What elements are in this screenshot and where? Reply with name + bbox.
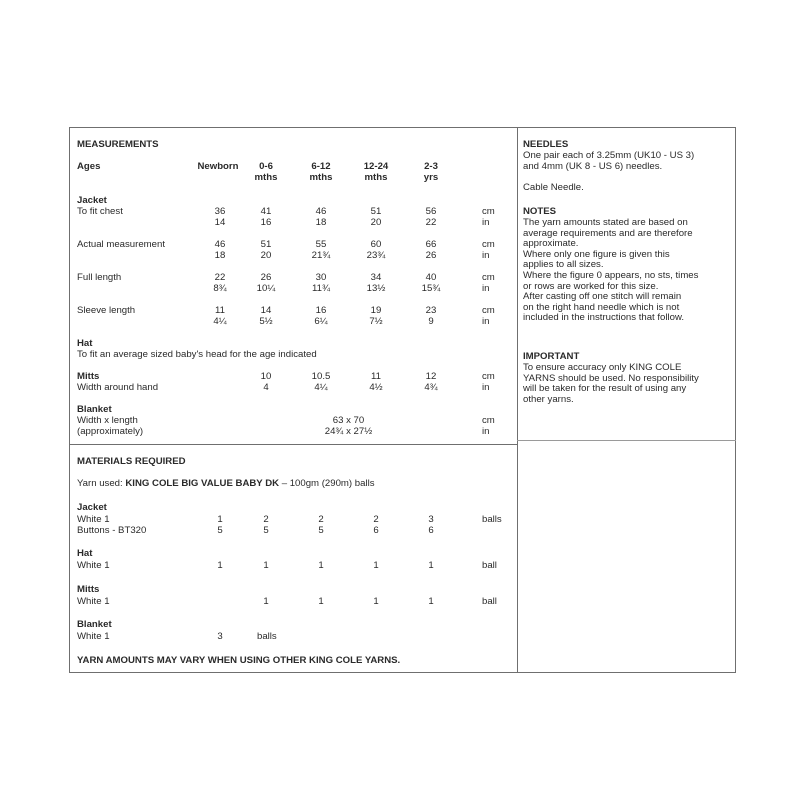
important-line: will be taken for the result of using any [523, 383, 687, 395]
in-value: 22 [425, 217, 437, 228]
cm-value: 46 [315, 206, 327, 217]
size-header: Newborn [197, 161, 239, 172]
yarn-name: KING COLE BIG VALUE BABY DK [125, 478, 280, 489]
qty-value: 1 [373, 596, 379, 607]
yarn-suffix: – 100gm (290m) balls [279, 478, 375, 489]
cm-value: 11 [215, 305, 225, 316]
qty-value: 1 [263, 596, 269, 607]
materials-section-divider [69, 444, 518, 445]
in-value: 7½ [369, 316, 383, 327]
cm-value: 10 [260, 371, 272, 382]
row-label: Full length [77, 272, 122, 283]
unit-ball: ball [482, 560, 497, 571]
in-value: 11¾ [312, 283, 330, 294]
qty-value: 5 [318, 525, 324, 536]
in-value: 26 [425, 250, 437, 261]
qty-value: 3 [428, 514, 434, 525]
size-header: 0-6 [259, 161, 273, 172]
unit-ball: ball [482, 596, 497, 607]
important-title: IMPORTANT [523, 351, 580, 362]
cm-value: 16 [315, 305, 327, 316]
cm-value: 40 [425, 272, 437, 283]
unit-in: in [482, 217, 490, 228]
qty-value: 6 [428, 525, 434, 536]
materials-blanket-heading: Blanket [77, 619, 112, 630]
needles-title: NEEDLES [523, 139, 569, 150]
cm-value: 30 [315, 272, 327, 283]
size-header: 2-3 [424, 161, 438, 172]
cm-value: 46 [214, 239, 226, 250]
notes-line: on the right hand needle which is not [523, 301, 680, 313]
important-body [523, 363, 728, 405]
qty-value: 1 [263, 560, 269, 571]
cm-value: 66 [425, 239, 437, 250]
materials-title: MATERIALS REQUIRED [77, 456, 186, 467]
row-label: Buttons - BT320 [77, 525, 147, 536]
in-value: 24¾ x 27½ [324, 426, 373, 437]
row-label: Width x length [77, 415, 138, 426]
measurements-title: MEASUREMENTS [77, 139, 159, 150]
important-line: To ensure accuracy only KING COLE [523, 362, 682, 373]
qty-value: 1 [373, 560, 379, 571]
size-header-unit: mths [309, 172, 333, 183]
notes-line: included in the instructions that follow. [523, 312, 685, 324]
in-value: 13½ [366, 283, 386, 294]
qty-value: 5 [263, 525, 269, 536]
ages-label: Ages [77, 161, 101, 172]
unit-cm: cm [482, 371, 495, 382]
notes-line: After casting off one stitch will remain [523, 291, 682, 303]
qty-value: 1 [217, 514, 223, 525]
notes-line: Where the figure 0 appears, no sts, times [523, 269, 699, 281]
in-value: 14 [214, 217, 226, 228]
unit-in: in [482, 250, 490, 261]
cable-needle: Cable Needle. [523, 182, 584, 193]
qty-value: 1 [318, 596, 324, 607]
row-label: (approximately) [77, 426, 144, 437]
mitts-heading: Mitts [77, 371, 100, 382]
size-header: 12-24 [363, 161, 389, 172]
unit-cm: cm [482, 239, 495, 250]
column-divider [517, 127, 518, 673]
hat-heading: Hat [77, 338, 93, 349]
in-value: 20 [260, 250, 272, 261]
important-line: other yarns. [523, 393, 574, 405]
qty-value: 2 [318, 514, 324, 525]
yarn-used-line [77, 478, 375, 489]
in-value: 6¼ [314, 316, 328, 327]
unit-in: in [482, 316, 490, 327]
size-header-unit: yrs [423, 172, 439, 183]
right-section-divider [517, 440, 736, 441]
notes-body [523, 218, 728, 324]
size-header: 6-12 [311, 161, 331, 172]
cm-value: 19 [370, 305, 382, 316]
in-value: 21¾ [311, 250, 331, 261]
qty-value: 5 [217, 525, 223, 536]
cm-value: 12 [425, 371, 437, 382]
unit-balls: balls [257, 631, 277, 642]
in-value: 4½ [369, 382, 383, 393]
cm-value: 56 [425, 206, 437, 217]
unit-cm: cm [482, 206, 495, 217]
cm-value: 36 [214, 206, 226, 217]
unit-balls: balls [482, 514, 502, 525]
row-label: Actual measurement [77, 239, 165, 250]
cm-value: 26 [260, 272, 272, 283]
notes-line: approximate. [523, 238, 579, 250]
materials-jacket-heading: Jacket [77, 502, 107, 513]
cm-value: 63 x 70 [332, 415, 365, 426]
unit-cm: cm [482, 415, 495, 426]
notes-line: or rows are worked for this size. [523, 280, 659, 292]
unit-in: in [482, 426, 490, 437]
in-value: 10¼ [256, 283, 276, 294]
in-value: 4¼ [314, 382, 328, 393]
cm-value: 10.5 [311, 371, 331, 382]
yarn-warning: YARN AMOUNTS MAY VARY WHEN USING OTHER KING COLE YARNS. [77, 655, 401, 666]
in-value: 5½ [259, 316, 273, 327]
qty-value: 2 [263, 514, 269, 525]
cm-value: 55 [315, 239, 327, 250]
row-label: Sleeve length [77, 305, 136, 316]
qty-value: 6 [373, 525, 379, 536]
cm-value: 23 [425, 305, 437, 316]
in-value: 18 [214, 250, 226, 261]
blanket-heading: Blanket [77, 404, 112, 415]
cm-value: 60 [370, 239, 382, 250]
qty-value: 3 [217, 631, 223, 642]
row-label: White 1 [77, 631, 110, 642]
row-label: To fit chest [77, 206, 123, 217]
cm-value: 14 [260, 305, 272, 316]
in-value: 15¾ [421, 283, 441, 294]
in-value: 9 [428, 316, 434, 327]
yarn-prefix: Yarn used: [77, 478, 126, 489]
notes-line: Where only one figure is given this [523, 248, 670, 260]
cm-value: 41 [260, 206, 272, 217]
in-value: 16 [260, 217, 272, 228]
hat-note: To fit an average sized baby's head for the age indicated [77, 349, 317, 360]
in-value: 4¾ [424, 382, 438, 393]
cm-value: 51 [370, 206, 382, 217]
row-label: Width around hand [77, 382, 159, 393]
cm-value: 11 [371, 371, 381, 382]
in-value: 23¾ [366, 250, 386, 261]
row-label: White 1 [77, 514, 110, 525]
in-value: 8¾ [213, 283, 227, 294]
unit-cm: cm [482, 305, 495, 316]
notes-line: The yarn amounts stated are based on [523, 217, 688, 228]
needles-line: One pair each of 3.25mm (UK10 - US 3) [523, 150, 695, 161]
size-header-unit: mths [364, 172, 388, 183]
jacket-heading: Jacket [77, 195, 107, 206]
size-header-unit: mths [254, 172, 278, 183]
unit-in: in [482, 283, 490, 294]
unit-in: in [482, 382, 490, 393]
notes-title: NOTES [523, 206, 557, 217]
in-value: 4 [263, 382, 269, 393]
cm-value: 34 [370, 272, 382, 283]
cm-value: 22 [214, 272, 226, 283]
in-value: 20 [370, 217, 382, 228]
materials-mitts-heading: Mitts [77, 584, 100, 595]
qty-value: 1 [428, 596, 434, 607]
needles-line: and 4mm (UK 8 - US 6) needles. [523, 161, 663, 172]
qty-value: 2 [373, 514, 379, 525]
row-label: White 1 [77, 560, 110, 571]
notes-line: applies to all sizes. [523, 259, 604, 271]
qty-value: 1 [428, 560, 434, 571]
notes-line: average requirements and are therefore [523, 227, 693, 239]
in-value: 18 [315, 217, 327, 228]
row-label: White 1 [77, 596, 110, 607]
in-value: 4¼ [213, 316, 227, 327]
materials-hat-heading: Hat [77, 548, 93, 559]
qty-value: 1 [217, 560, 223, 571]
unit-cm: cm [482, 272, 495, 283]
qty-value: 1 [318, 560, 324, 571]
important-line: YARNS should be used. No responsibility [523, 372, 699, 384]
cm-value: 51 [260, 239, 272, 250]
